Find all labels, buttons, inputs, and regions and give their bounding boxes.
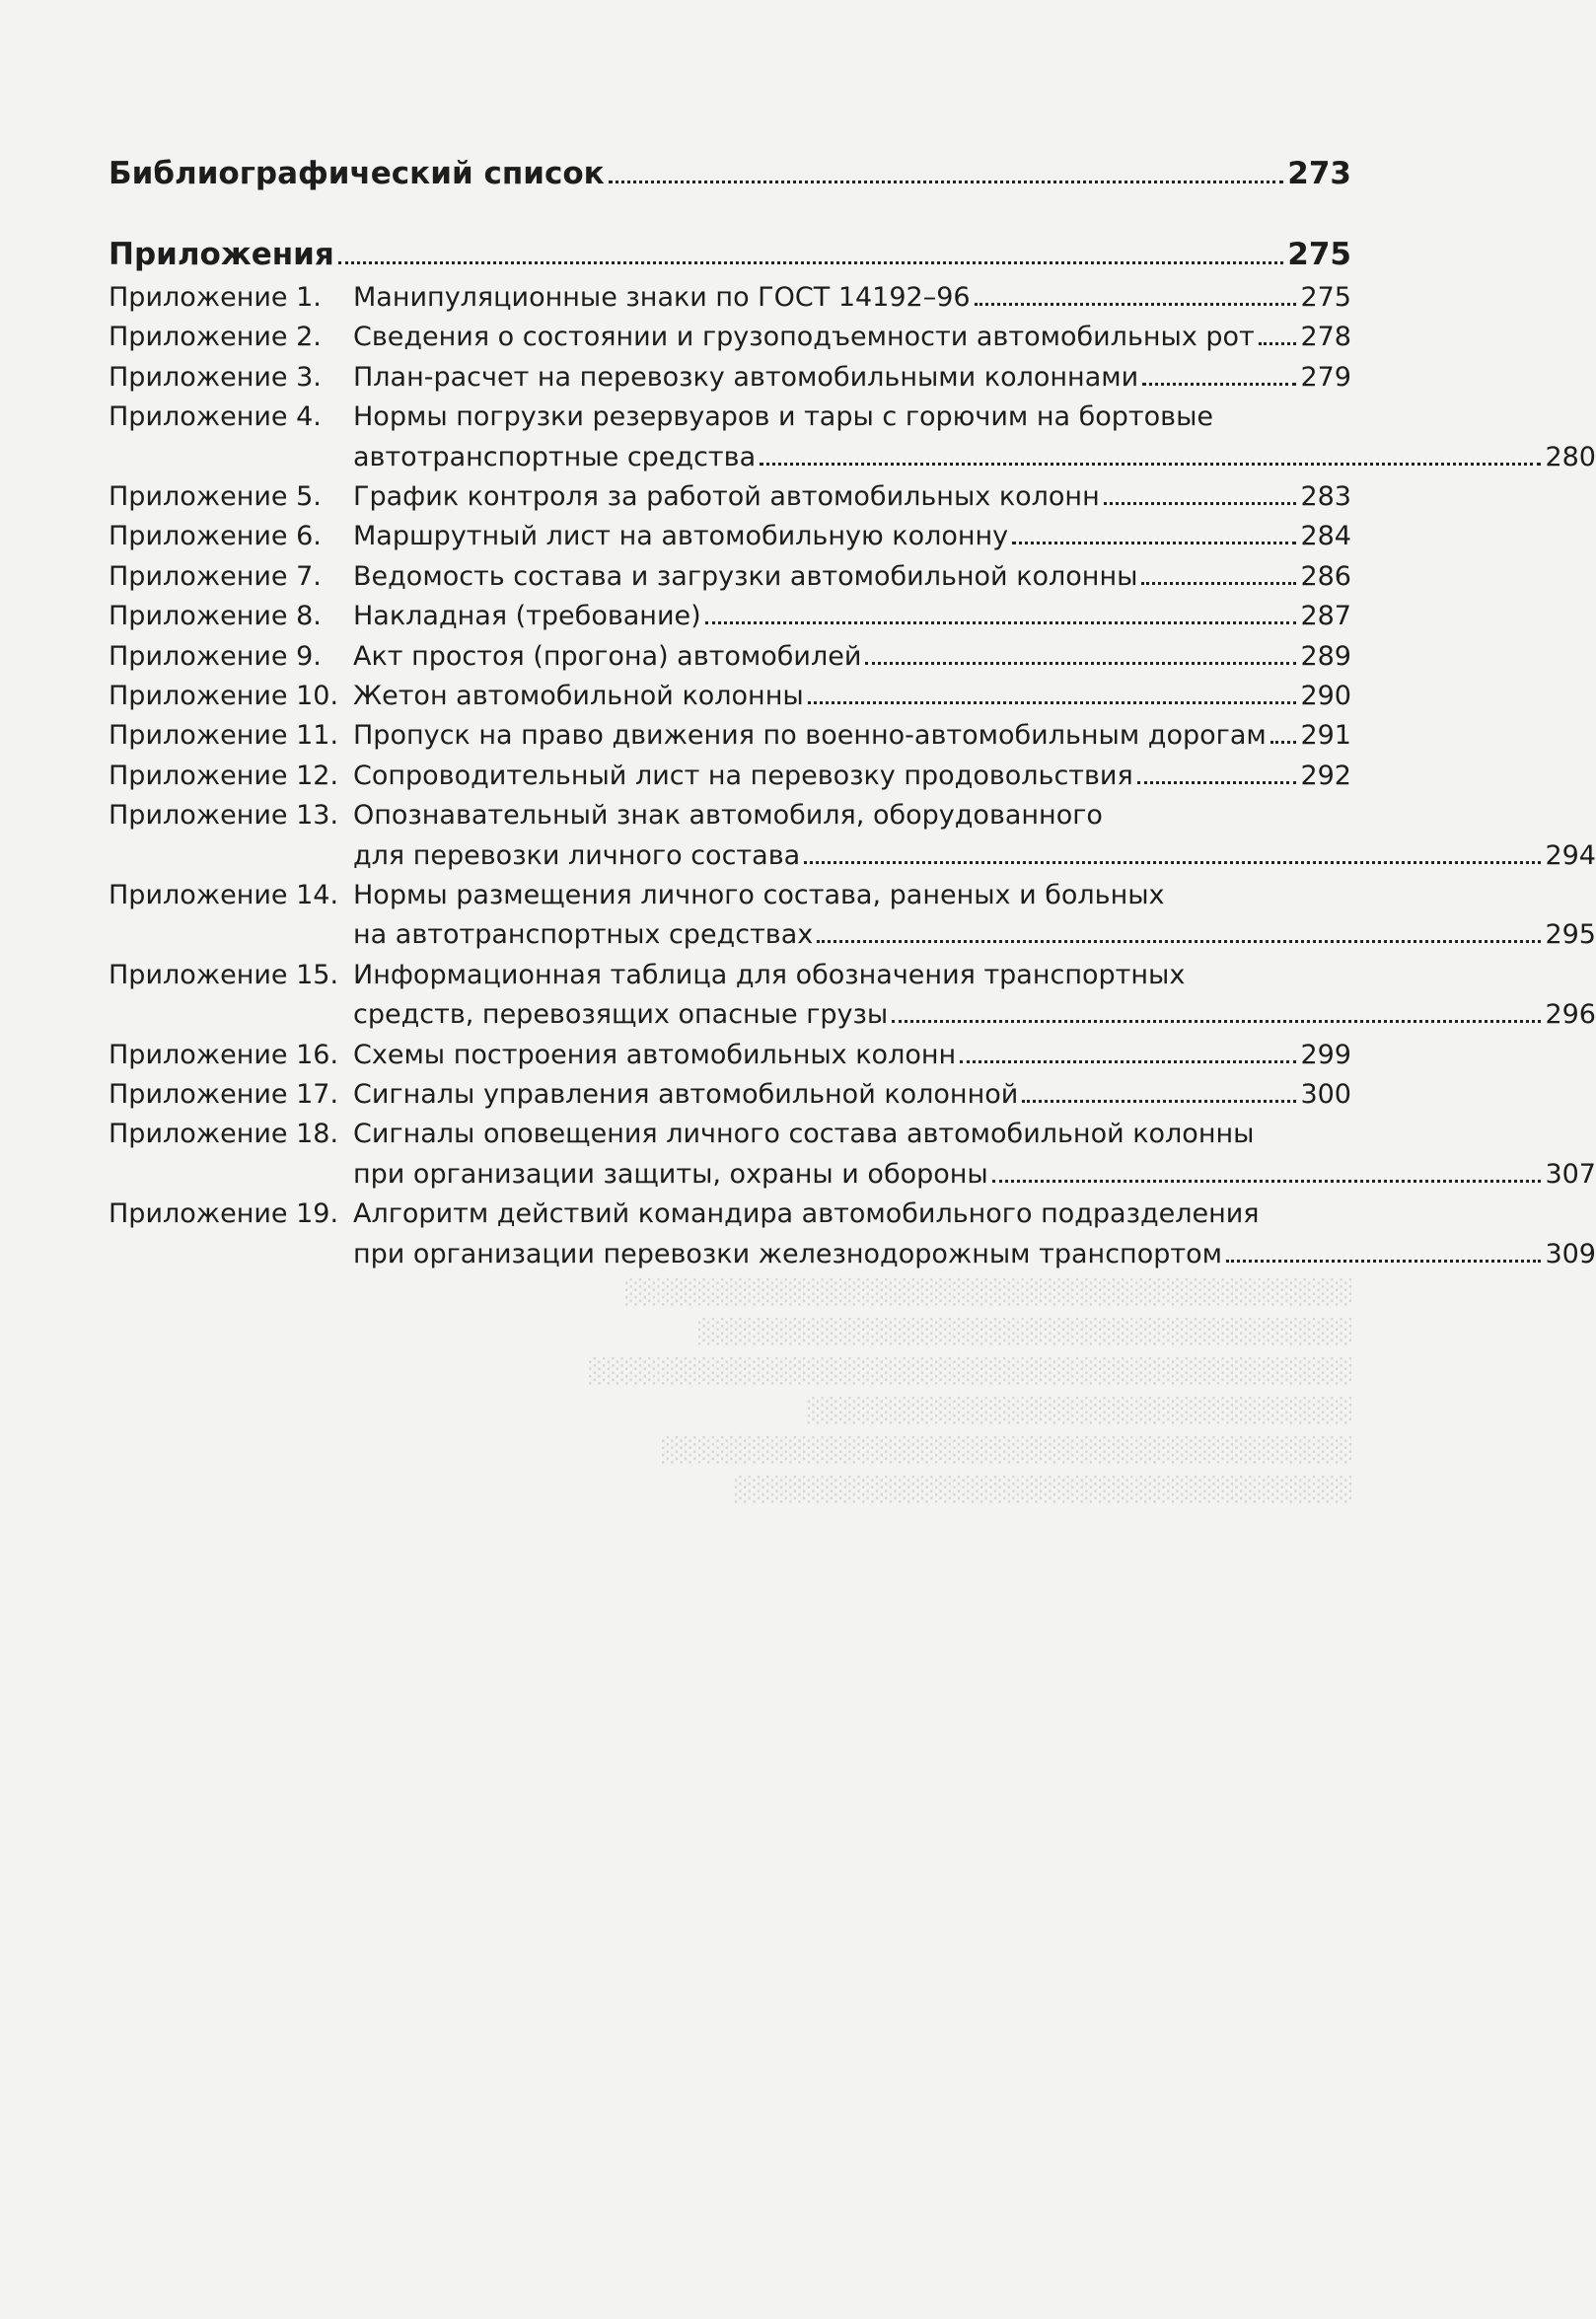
- appendix-page-number: 279: [1300, 361, 1351, 393]
- appendix-label: Приложение 4.: [109, 401, 322, 433]
- appendix-label: Приложение 6.: [109, 521, 322, 552]
- appendix-title: Жетон автомобильной колонны: [353, 681, 804, 711]
- appendix-page-number: 307: [1545, 1158, 1596, 1190]
- appendix-page-number: 300: [1300, 1079, 1351, 1110]
- appendix-title: Сигналы управления автомобильной колонной: [353, 1079, 1019, 1110]
- dot-leader: [975, 303, 1297, 306]
- appendix-label: Приложение 17.: [109, 1079, 339, 1110]
- dot-leader: [1104, 502, 1297, 505]
- toc-appendix-line: [109, 1075, 1351, 1115]
- toc-appendix-line: [109, 557, 1351, 597]
- appendix-label: Приложение 13.: [109, 800, 339, 832]
- toc-appendix-line: [109, 1235, 1596, 1274]
- appendix-title: Маршрутный лист на автомобильную колонну: [353, 521, 1009, 552]
- toc-appendix-line: [109, 915, 1596, 955]
- dot-leader: [992, 1180, 1542, 1183]
- appendix-label: Приложение 18.: [109, 1119, 339, 1150]
- toc-appendix-line: [109, 1195, 1351, 1234]
- toc-appendix-line: [109, 597, 1351, 636]
- toc-title: Библиографический список: [109, 156, 605, 191]
- toc-appendix-line: [109, 398, 1351, 437]
- appendix-page-number: 286: [1300, 560, 1351, 592]
- toc-appendix-line: [109, 278, 1351, 318]
- appendix-page-number: 284: [1300, 521, 1351, 552]
- appendix-title: автотранспортные средства: [353, 441, 757, 472]
- appendix-page-number: 289: [1300, 640, 1351, 672]
- toc-appendix-line: [109, 637, 1351, 677]
- appendix-title: Информационная таблица для обозначения транспортных: [353, 959, 1186, 990]
- dot-leader: [1141, 582, 1296, 585]
- appendix-title: Пропуск на право движения по военно-автомобильным дорогам: [353, 720, 1267, 752]
- dot-leader: [817, 940, 1541, 943]
- appendix-title: при организации защиты, охраны и обороны: [353, 1158, 988, 1190]
- appendix-page-number: 292: [1300, 760, 1351, 791]
- appendix-label: Приложение 8.: [109, 601, 322, 632]
- dot-leader: [760, 463, 1541, 466]
- appendix-title: Опознавательный знак автомобиля, оборудованного: [353, 800, 1103, 832]
- toc-appendix-line: [109, 956, 1351, 995]
- appendix-title: Сопроводительный лист на перевозку продовольствия: [353, 760, 1133, 791]
- appendix-label: Приложение 10.: [109, 681, 339, 711]
- toc-appendix-line: [109, 1036, 1351, 1075]
- appendix-title: Схемы построения автомобильных колонн: [353, 1039, 957, 1070]
- toc-appendix-line: [109, 836, 1596, 876]
- appendix-label: Приложение 2.: [109, 322, 322, 353]
- bleed-through-text: ░░░░░░░░░░░░░░░░░░░░░░░░░░░░░░░░░░░░░░░░ ░░░░░░░░░░░░░░░░░░░░░░░░░░░░░░░░░░░░ ░░░░░░░░░░░░░░░░░░░░░░░░░░░░░░░░░░░░░░░░░░ ░░░░░░░░░░░░░░░░░░░░░░░░░░░░░░ ░░░░░░░░░░░░░░░░░░░░░░░░░░░░░░░░░░░░░░ ░░░░░░░░░░░░░░░░░░░░░░░░░░░░░░░░░░: [586, 1278, 1351, 1503]
- appendix-label: Приложение 11.: [109, 720, 339, 752]
- dot-leader: [960, 1060, 1296, 1063]
- appendix-page-number: 309: [1545, 1238, 1596, 1269]
- appendix-title: График контроля за работой автомобильных колонн: [353, 481, 1100, 512]
- toc-appendix-line: [109, 716, 1351, 756]
- dot-leader: [1226, 1260, 1541, 1263]
- toc-entry-bibliography: [109, 156, 1351, 191]
- appendix-label: Приложение 9.: [109, 640, 322, 672]
- appendix-page-number: 291: [1300, 720, 1351, 752]
- dot-leader: [1270, 741, 1297, 744]
- appendix-label: Приложение 15.: [109, 959, 339, 990]
- appendix-title: Сведения о состоянии и грузоподъемности автомобильных рот: [353, 322, 1255, 353]
- toc-appendix-line: [109, 757, 1351, 796]
- dot-leader: [865, 662, 1296, 665]
- appendix-title: Сигналы оповещения личного состава автомобильной колонны: [353, 1119, 1255, 1150]
- toc-appendix-line: [109, 438, 1596, 477]
- dot-leader: [338, 261, 1284, 264]
- dot-leader: [1012, 542, 1296, 544]
- appendix-title: План-расчет на перевозку автомобильными колоннами: [353, 361, 1139, 393]
- appendix-title: Алгоритм действий командира автомобильного подразделения: [353, 1198, 1260, 1230]
- appendix-page-number: 299: [1300, 1039, 1351, 1070]
- appendix-title: при организации перевозки железнодорожным транспортом: [353, 1238, 1222, 1269]
- dot-leader: [609, 181, 1284, 183]
- appendix-page-number: 294: [1545, 839, 1596, 871]
- dot-leader: [705, 621, 1297, 624]
- appendix-title: на автотранспортных средствах: [353, 919, 814, 951]
- toc-appendix-line: [109, 995, 1596, 1035]
- toc-appendix-line: [109, 796, 1351, 835]
- appendix-page-number: 296: [1545, 999, 1596, 1031]
- appendix-title: Манипуляционные знаки по ГОСТ 14192–96: [353, 282, 971, 313]
- appendix-title: средств, перевозящих опасные грузы: [353, 999, 889, 1031]
- toc-appendix-line: [109, 677, 1351, 716]
- appendix-page-number: 275: [1300, 282, 1351, 313]
- appendix-label: Приложение 7.: [109, 560, 322, 592]
- toc-appendix-line: [109, 1155, 1596, 1195]
- toc-appendix-line: [109, 358, 1351, 398]
- toc-page-number: 273: [1287, 156, 1351, 191]
- toc-appendix-line: [109, 517, 1351, 556]
- appendix-title: для перевозки личного состава: [353, 839, 801, 871]
- appendix-label: Приложение 3.: [109, 361, 322, 393]
- appendix-title: Нормы размещения личного состава, раненых и больных: [353, 880, 1165, 910]
- appendix-page-number: 295: [1545, 919, 1596, 951]
- dot-leader: [804, 861, 1541, 864]
- toc-appendix-line: [109, 1115, 1351, 1154]
- dot-leader: [808, 701, 1297, 704]
- appendix-label: Приложение 19.: [109, 1198, 339, 1230]
- appendix-page-number: 278: [1300, 322, 1351, 353]
- appendix-label: Приложение 14.: [109, 880, 339, 910]
- dot-leader: [1022, 1100, 1296, 1103]
- appendix-label: Приложение 5.: [109, 481, 322, 512]
- appendix-page-number: 283: [1300, 481, 1351, 512]
- dot-leader: [1137, 781, 1297, 784]
- appendix-label: Приложение 1.: [109, 282, 322, 313]
- dot-leader: [892, 1020, 1541, 1023]
- toc-appendix-line: [109, 876, 1351, 915]
- appendix-title: Накладная (требование): [353, 601, 701, 632]
- toc-appendix-line: [109, 477, 1351, 517]
- toc-appendix-line: [109, 318, 1351, 357]
- appendix-label: Приложение 12.: [109, 760, 339, 791]
- appendix-title: Акт простоя (прогона) автомобилей: [353, 640, 862, 672]
- appendix-title: Нормы погрузки резервуаров и тары с горючим на бортовые: [353, 401, 1214, 433]
- toc-page-number: 275: [1287, 237, 1351, 272]
- appendix-title: Ведомость состава и загрузки автомобильной колонны: [353, 560, 1138, 592]
- dot-leader: [1259, 342, 1297, 345]
- appendix-page-number: 287: [1300, 601, 1351, 632]
- dot-leader: [1142, 383, 1296, 386]
- appendix-page-number: 290: [1300, 681, 1351, 711]
- toc-title: Приложения: [109, 237, 334, 272]
- appendix-label: Приложение 16.: [109, 1039, 339, 1070]
- toc-entry-appendices: [109, 237, 1351, 272]
- appendix-page-number: 280: [1545, 441, 1596, 472]
